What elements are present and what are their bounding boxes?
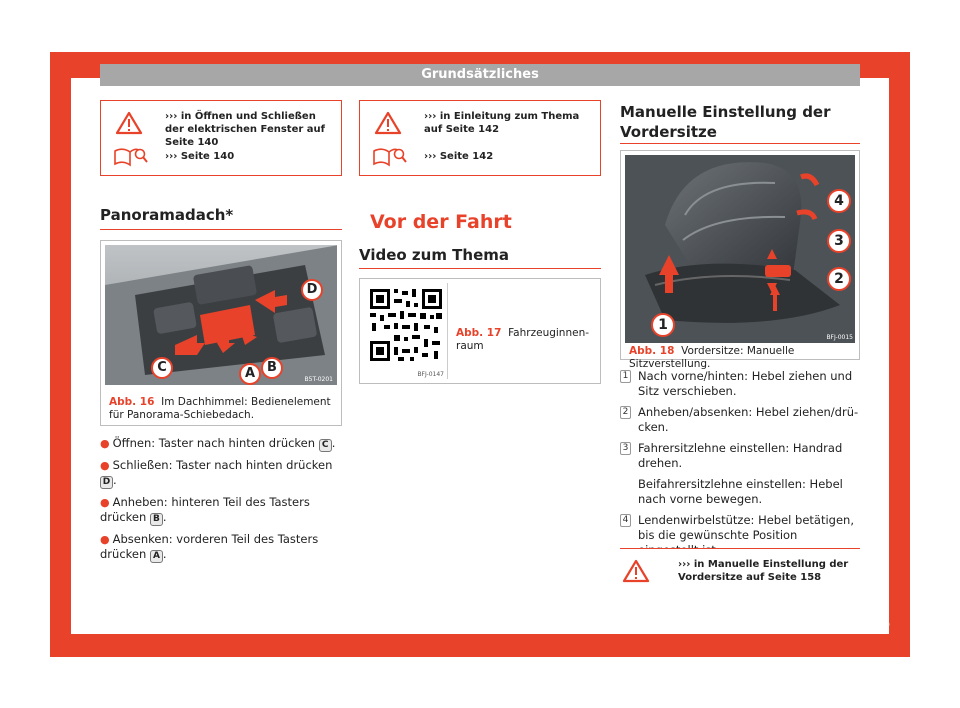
- figure-caption: [629, 345, 857, 371]
- figure-code: B5T-0201: [304, 376, 333, 383]
- section-rule: [359, 268, 601, 269]
- list-item: 3 Fahrersitzlehne einstellen: Handrad drehen.: [620, 441, 860, 471]
- warning-ref-text[interactable]: ››› in Manuelle Einstellung der Vordersitze auf Seite 158: [678, 559, 849, 583]
- step-number: 1: [620, 370, 631, 383]
- page-ref-text[interactable]: ››› Seite 142: [424, 151, 494, 162]
- step-number: 3: [620, 442, 631, 455]
- warning-triangle-icon: [622, 559, 650, 583]
- ref-badge: A: [150, 550, 163, 563]
- seat-image: [625, 155, 855, 343]
- callout-C: C: [151, 357, 173, 379]
- callout-3: 3: [827, 229, 851, 253]
- list-item: ● Anheben: hinteren Teil des Tasters drücken B .: [100, 495, 310, 524]
- book-magnifier-icon: [372, 145, 408, 167]
- warning-triangle-icon: [374, 111, 402, 135]
- callout-D: D: [301, 279, 323, 301]
- figure-seats: [620, 150, 860, 370]
- list-item: ● Öffnen: Taster nach hinten drücken C .: [100, 436, 336, 450]
- figure-code: BFJ-0147: [417, 371, 444, 378]
- figure-caption: [109, 396, 335, 422]
- callout-1: 1: [651, 313, 675, 337]
- warning-box-left: [100, 100, 342, 176]
- step-number: 2: [620, 406, 631, 419]
- list-item: 4 Lendenwirbelstütze: Hebel betätigen, bis die gewünschte Position: [620, 513, 860, 558]
- page-header: Grundsätzliches: [100, 64, 860, 86]
- caption-label: Abb. 17: [456, 327, 502, 339]
- panorama-bullet-list: [100, 436, 340, 569]
- ref-badge: D: [100, 476, 113, 489]
- book-magnifier-icon: [113, 145, 149, 167]
- warning-ref-text[interactable]: ››› in Einleitung zum Thema auf Seite 142: [424, 111, 580, 135]
- step-number: 4: [620, 514, 631, 527]
- caption-label: Abb. 18: [629, 345, 675, 357]
- list-item: 2 Anheben/absenken: Hebel ziehen/drücken.: [620, 405, 860, 435]
- warning-ref-text[interactable]: ››› in Öffnen und Schließen der elektrischen Fenster auf Seite 140: [165, 111, 325, 148]
- figure-code: BFJ-0015: [826, 334, 853, 341]
- section-title-panoramadach: Panoramadach*: [100, 206, 234, 224]
- page-number: 19: [876, 620, 890, 631]
- section-rule: [100, 229, 342, 230]
- ref-badge: C: [319, 439, 332, 452]
- warning-box-seats: [620, 548, 860, 594]
- callout-4: 4: [827, 189, 851, 213]
- seat-steps-list: [620, 369, 860, 564]
- section-title-video: Video zum Thema: [359, 246, 510, 264]
- figure-video: [359, 278, 601, 384]
- chapter-title: Vor der Fahrt: [370, 211, 512, 233]
- roof-control-image: [105, 245, 337, 385]
- list-item-continuation: Beifahrersitzlehne einstellen: Hebel nach vorne bewegen.: [638, 477, 843, 506]
- ref-badge: B: [150, 513, 163, 526]
- caption-text: Fahrzeuginnenraum: [456, 327, 590, 352]
- callout-A: A: [239, 363, 261, 385]
- caption-text: Im Dachhimmel: Bedienelement für Panorama-Schiebedach.: [109, 396, 331, 421]
- list-item: ● Absenken: vorderen Teil des Tasters drücken A .: [100, 532, 319, 561]
- callout-B: B: [261, 357, 283, 379]
- warning-box-middle: [359, 100, 601, 176]
- figure-panoramadach: [100, 240, 342, 426]
- warning-triangle-icon: [115, 111, 143, 135]
- list-item: 1 Nach vorne/hinten: Hebel ziehen und Sitz verschieben.: [620, 369, 860, 399]
- figure-caption: [456, 327, 598, 353]
- qr-code[interactable]: [364, 283, 448, 379]
- callout-2: 2: [827, 267, 851, 291]
- page-ref-text[interactable]: ››› Seite 140: [165, 151, 235, 162]
- caption-label: Abb. 16: [109, 396, 155, 408]
- section-title-seats: Manuelle Einstellung der Vordersitze: [620, 103, 831, 141]
- list-item: ● Schließen: Taster nach hinten drücken D .: [100, 458, 333, 487]
- caption-text: Vordersitze: Manuelle Sitzverstellung.: [629, 345, 795, 370]
- section-rule: [620, 143, 860, 144]
